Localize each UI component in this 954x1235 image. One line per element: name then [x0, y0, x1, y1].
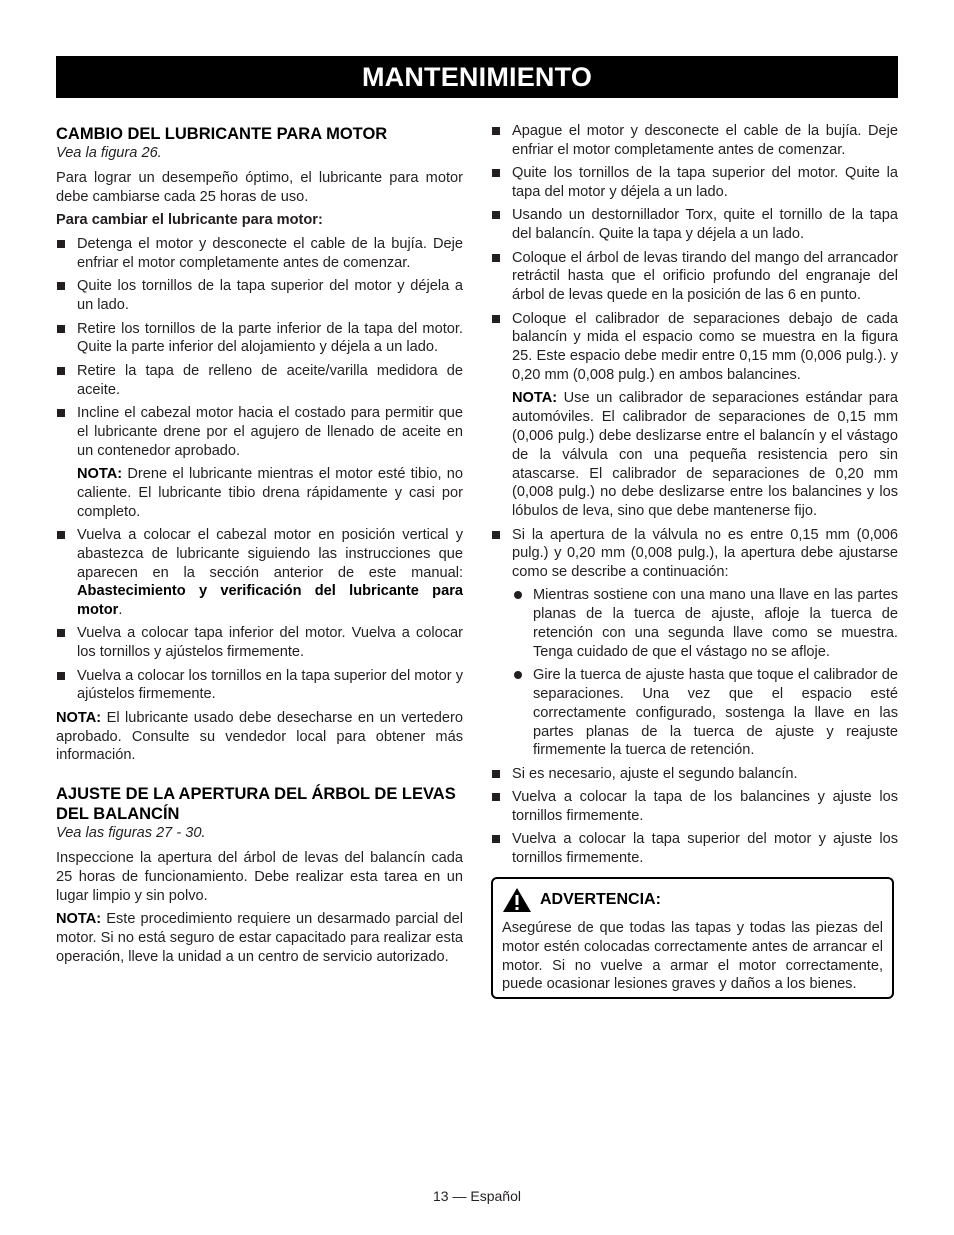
list-item: Vuelva a colocar tapa inferior del motor. Vuelva a colocar los tornillos y ajústelos firmemente. [56, 624, 463, 662]
note [56, 465, 463, 521]
list-item: Quite los tornillos de la tapa superior del motor. Quite la tapa del motor y déjela a un lado. [491, 164, 898, 202]
subheading: Para cambiar el lubricante para motor: [56, 212, 323, 229]
list-item: Detenga el motor y desconecte el cable de la bujía. Deje enfriar el motor completamente antes de comenzar. [56, 235, 463, 273]
figure-reference: Vea la figura 26. [56, 145, 162, 161]
list-item: Gire la tuerca de ajuste hasta que toque el calibrador de separaciones. Una vez que el espacio esté correctamente configurado, sostenga la llave en las partes planas de la tuerca de ajuste y reajuste firmemente la tuerca de retención. [512, 666, 898, 760]
sub-step-list [491, 586, 898, 760]
section-heading-lubricant: CAMBIO DEL LUBRICANTE PARA MOTOR [56, 125, 388, 143]
list-item: Si es necesario, ajuste el segundo balancín. [491, 765, 898, 784]
step-list [491, 122, 898, 385]
list-item: Usando un destornillador Torx, quite el tornillo de la tapa del balancín. Quite la tapa y déjela a un lado. [491, 206, 898, 244]
page-title: MANTENIMIENTO [56, 56, 898, 98]
list-item: Quite los tornillos de la tapa superior del motor y déjela a un lado. [56, 277, 463, 315]
intro-paragraph: Inspeccione la apertura del árbol de levas del balancín cada 25 horas de funcionamiento. Debe realizar esta tarea en un lugar limpio y sin polvo. [56, 850, 463, 904]
list-item: Retire los tornillos de la parte inferior de la tapa del motor. Quite la parte inferior del alojamiento y déjela a un lado. [56, 320, 463, 358]
step-list [491, 765, 898, 868]
list-item: Apague el motor y desconecte el cable de la bujía. Deje enfriar el motor completamente antes de comenzar. [491, 122, 898, 160]
list-item: Coloque el árbol de levas tirando del mango del arrancador retráctil hasta que el orificio profundo del engranaje del árbol de levas quede en la posición de las 6 en punto. [491, 249, 898, 305]
step-list [56, 235, 463, 460]
note-label: NOTA: [56, 911, 102, 928]
list-item: Si la apertura de la válvula no es entre 0,15 mm (0,006 pulg.) y 0,20 mm (0,008 pulg.), la apertura debe ajustarse como se describe a continuación: [491, 526, 898, 582]
figure-reference: Vea las figuras 27 - 30. [56, 825, 206, 842]
right-column [491, 122, 898, 873]
section-reference: Abastecimiento y verificación del lubricante para motor [77, 583, 463, 619]
warning-text: Asegúrese de que todas las tapas y todas las piezas del motor estén colocadas correctamente antes de arrancar el motor. Si no vuelve a armar el motor correctamente, puede ocasionar lesiones graves y daños a los bienes. [502, 920, 883, 993]
note-text: Drene el lubricante mientras el motor esté tibio, no caliente. El lubricante tibio drena rápidamente y casi por completo. [77, 465, 463, 520]
list-item [56, 526, 463, 620]
note [56, 709, 463, 765]
list-item: Vuelva a colocar la tapa superior del motor y ajuste los tornillos firmemente. [491, 830, 898, 868]
note-text: Este procedimiento requiere un desarmado parcial del motor. Si no está seguro de estar capacitado para realizar esta operación, lleve la unidad a un centro de servicio autorizado. [56, 911, 463, 966]
warning-triangle-icon [502, 887, 532, 913]
note [56, 910, 463, 966]
list-item: Mientras sostiene con una mano una llave en las partes planas de la tuerca de ajuste, afloje la tuerca de retención con una segunda llave como se muestra. Tenga cuidado de que el vástago no se afloje. [512, 586, 898, 661]
list-item: Vuelva a colocar la tapa de los balancines y ajuste los tornillos firmemente. [491, 788, 898, 826]
warning-header [502, 887, 883, 913]
list-item: Coloque el calibrador de separaciones debajo de cada balancín y mida el espacio como se muestra en la figura 25. Este espacio debe medir entre 0,15 mm (0,006 pulg.). y 0,20 mm (0,008 pulg.) en ambos balancines. [491, 310, 898, 385]
note-text: El lubricante usado debe desecharse en un vertedero aprobado. Consulte su vendedor local para obtener más información. [56, 709, 463, 764]
step-list [56, 526, 463, 704]
note-label: NOTA: [56, 709, 102, 726]
warning-title: ADVERTENCIA: [540, 890, 661, 908]
warning-box [491, 877, 894, 999]
list-item: Incline el cabezal motor hacia el costado para permitir que el lubricante drene por el agujero de llenado de aceite en un contenedor aprobado. [56, 404, 463, 460]
note [491, 389, 898, 521]
section-heading-valve: AJUSTE DE LA APERTURA DEL ÁRBOL DE LEVAS DEL BALANCÍN [56, 785, 456, 824]
intro-paragraph: Para lograr un desempeño óptimo, el lubricante para motor debe cambiarse cada 25 horas de uso. [56, 169, 463, 205]
left-column [56, 124, 463, 972]
step-list [491, 526, 898, 582]
note-label: NOTA: [512, 390, 558, 407]
list-item-text: Vuelva a colocar el cabezal motor en posición vertical y abastezca de lubricante siguiendo las instrucciones que aparecen en la sección anterior de este manual: [77, 526, 463, 581]
list-item: Vuelva a colocar los tornillos en la tapa superior del motor y ajústelos firmemente. [56, 667, 463, 705]
note-text: Use un calibrador de separaciones estándar para automóviles. El calibrador de separaciones de 0,15 mm (0,006 pulg.) debe deslizarse entre el balancín y el vástago de la válvula con una pequeña resistencia pero sin atascarse. El calibrador de separaciones de 0,20 mm (0,008 pulg.) no debe deslizarse entre los balancines y los lóbulos de leva, sino que debe mantenerse fijo. [512, 390, 898, 520]
note-label: NOTA: [77, 465, 123, 482]
list-item: Retire la tapa de relleno de aceite/varilla medidora de aceite. [56, 362, 463, 400]
page-footer: 13 — Español [433, 1188, 521, 1204]
list-item-text: . [118, 602, 123, 619]
